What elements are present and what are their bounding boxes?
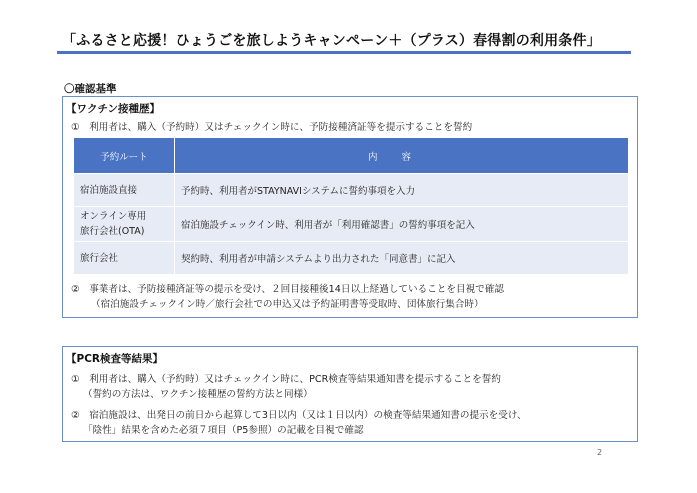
vaccine-item-2-line-2: （宿泊施設チェックイン時／旅行会社での申込又は予約証明書等受取時、団体旅行集合時） (91, 299, 484, 310)
pcr-result-heading: 【PCR検査等結果】 (66, 353, 163, 365)
table-header-content: 内容 (175, 138, 629, 174)
reservation-route-table (73, 137, 629, 275)
table-row (74, 242, 629, 275)
route-label: 旅行会社 (80, 252, 119, 264)
pcr-item-1-line-2: （誓約の方法は、ワクチン接種歴の誓約方法と同様） (83, 389, 313, 400)
pcr-result-box (62, 346, 638, 442)
route-cell (74, 242, 175, 275)
vaccine-history-heading: 【ワクチン接種歴】 (66, 103, 160, 115)
pcr-item-2-line-2: 「陰性」結果を含めた必須７項目（P5参照）の記載を目視で確認 (83, 425, 364, 436)
vaccine-item-1: ① 利用者は、購入（予約時）又はチェックイン時に、予防接種済証等を提示することを誓約 (71, 122, 473, 133)
vaccine-item-2-line-1: ② 事業者は、予防接種済証等の提示を受け、２回目接種後14日以上経過していることを目視で確認 (71, 284, 504, 295)
content-cell: 契約時、利用者が申請システムより出力された「同意書」に記入 (175, 242, 629, 275)
page-number: 2 (597, 448, 603, 457)
content-cell: 予約時、利用者がSTAYNAVIシステムに誓約事項を入力 (175, 174, 629, 207)
table-row (74, 174, 629, 207)
title-underline (57, 51, 631, 54)
pcr-item-2-line-1: ② 宿泊施設は、出発日の前日から起算して3日以内（又は１日以内）の検査等結果通知書の提示を受け、 (71, 410, 527, 421)
table-header-route: 予約ルート (74, 138, 175, 174)
route-cell (74, 174, 175, 207)
vaccine-history-box (62, 96, 638, 318)
page-title: 「ふるさと応援！ひょうごを旅しようキャンペーン＋（プラス）春得割の利用条件」 (62, 33, 601, 49)
pcr-item-1-line-1: ① 利用者は、購入（予約時）又はチェックイン時に、PCR検査等結果通知書を提示することを誓約 (71, 374, 501, 385)
content-cell: 宿泊施設チェックイン時、利用者が「利用確認書」の誓約事項を記入 (175, 207, 629, 242)
route-label-line2: 旅行会社(OTA) (80, 226, 145, 237)
route-label: オンライン専用 (80, 211, 147, 222)
route-label: 宿泊施設直接 (80, 184, 138, 196)
table-header-row (74, 138, 629, 174)
table-row (74, 207, 629, 242)
route-cell (74, 207, 175, 242)
section-heading: 〇確認基準 (64, 83, 117, 95)
